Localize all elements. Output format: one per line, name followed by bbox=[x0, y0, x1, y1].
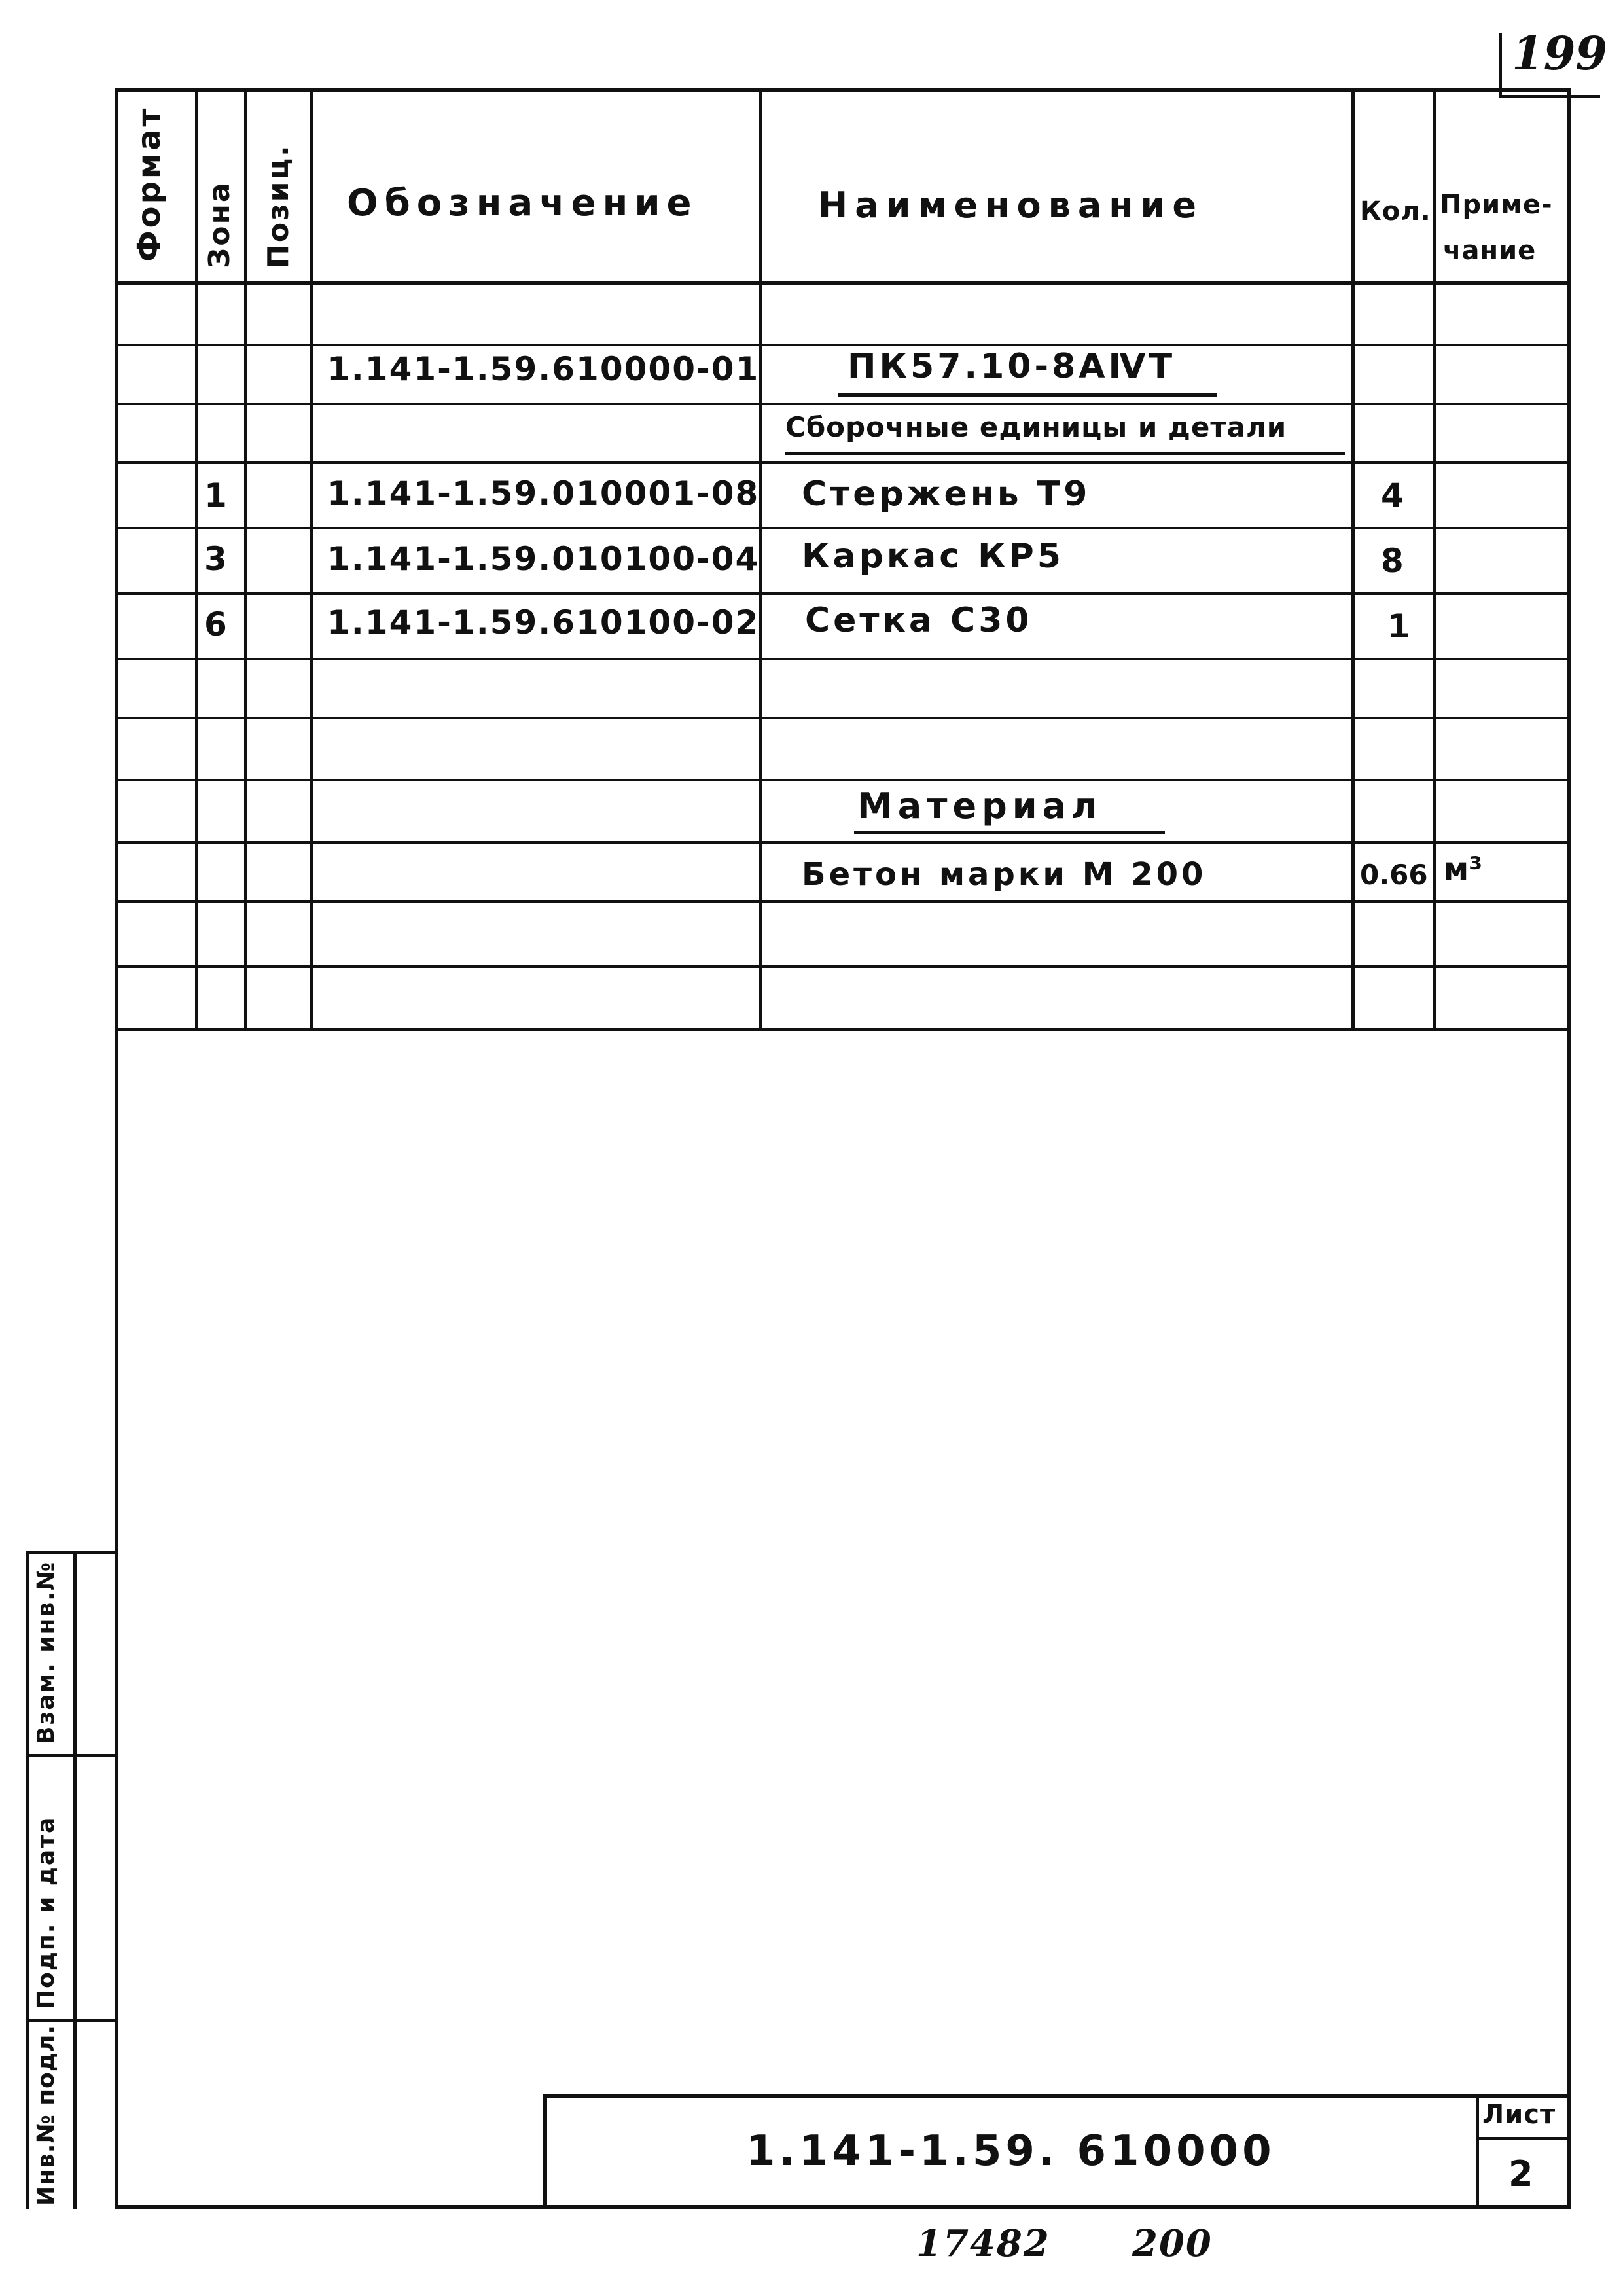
section-heading-assembly-units: Сборочные единицы и детали bbox=[785, 411, 1287, 443]
qty-cell: 8 bbox=[1381, 542, 1406, 580]
header-note-line2: чание bbox=[1443, 236, 1537, 266]
zone-cell: 3 bbox=[204, 540, 230, 578]
qty-cell: 4 bbox=[1381, 476, 1406, 514]
material-underline bbox=[854, 831, 1165, 834]
header-format: Формат bbox=[131, 105, 168, 262]
zone-cell: 6 bbox=[204, 605, 230, 643]
header-qty: Кол. bbox=[1360, 196, 1431, 226]
header-note-line1: Приме- bbox=[1440, 190, 1553, 220]
row-line bbox=[115, 900, 1571, 903]
sheet-label: Лист bbox=[1482, 2100, 1556, 2130]
page-number: 199 bbox=[1512, 26, 1608, 81]
sheet-number: 2 bbox=[1508, 2153, 1536, 2195]
col-line-zone bbox=[244, 88, 247, 1031]
name-cell: Каркас КР5 bbox=[802, 537, 1064, 576]
side-stamp-inner-line bbox=[73, 1551, 77, 2209]
row-line bbox=[115, 841, 1571, 844]
name-cell: Стержень Т9 bbox=[802, 475, 1091, 514]
table-bottom-line bbox=[115, 1028, 1571, 1031]
title-block-sheet-line bbox=[1476, 2137, 1571, 2140]
designation-cell: 1.141-1.59.010001-08 bbox=[327, 475, 760, 512]
col-line-designation bbox=[759, 88, 762, 1031]
row-line bbox=[115, 779, 1571, 781]
col-line-position bbox=[310, 88, 313, 1031]
name-cell-assembly: ПК57.10-8АⅣТ bbox=[847, 347, 1176, 386]
archive-page: 200 bbox=[1132, 2222, 1213, 2265]
row-line bbox=[115, 592, 1571, 595]
header-position: Позиц. bbox=[262, 143, 295, 268]
archive-number: 17482 bbox=[916, 2222, 1050, 2265]
zone-cell: 1 bbox=[204, 476, 230, 514]
name-cell: Бетон марки М 200 bbox=[802, 856, 1207, 893]
qty-cell: 1 bbox=[1387, 607, 1413, 645]
side-stamp-line bbox=[26, 2019, 118, 2022]
stamp-inv-original: Инв.№ подл. bbox=[33, 2024, 60, 2206]
header-zone: Зона bbox=[203, 181, 236, 268]
row-line bbox=[115, 965, 1571, 968]
row-line bbox=[115, 461, 1571, 464]
stamp-sign-date: Подп. и дата bbox=[33, 1816, 60, 2009]
row-line bbox=[115, 658, 1571, 660]
row-line bbox=[115, 403, 1571, 405]
col-line-format bbox=[195, 88, 198, 1031]
section-underline bbox=[785, 452, 1345, 455]
note-cell: м³ bbox=[1443, 851, 1483, 888]
row-line bbox=[115, 344, 1571, 346]
name-underline-assembly bbox=[838, 393, 1217, 397]
row-line bbox=[115, 717, 1571, 719]
designation-cell: 1.141-1.59.010100-04 bbox=[327, 540, 760, 578]
designation-cell: 1.141-1.59.610100-02 bbox=[327, 603, 760, 641]
row-line bbox=[115, 527, 1571, 529]
col-line-name bbox=[1351, 88, 1355, 1031]
title-block-sheet-divider bbox=[1476, 2094, 1479, 2209]
designation-cell: 1.141-1.59.610000-01 bbox=[327, 350, 760, 388]
stamp-inv-replace: Взам. инв.№ bbox=[33, 1560, 60, 1744]
col-line-qty bbox=[1433, 88, 1436, 1031]
header-bottom-line bbox=[115, 281, 1571, 285]
section-heading-material: Материал bbox=[857, 785, 1103, 827]
header-designation: Обозначение bbox=[347, 182, 698, 224]
side-stamp-line bbox=[26, 1551, 118, 1554]
side-stamp-outer-line bbox=[26, 1551, 29, 2209]
qty-cell: 0.66 bbox=[1360, 859, 1428, 891]
name-cell: Сетка С30 bbox=[805, 601, 1033, 640]
document-code: 1.141-1.59. 610000 bbox=[746, 2127, 1275, 2176]
header-name: Наименование bbox=[818, 185, 1204, 226]
side-stamp-line bbox=[26, 1754, 118, 1757]
